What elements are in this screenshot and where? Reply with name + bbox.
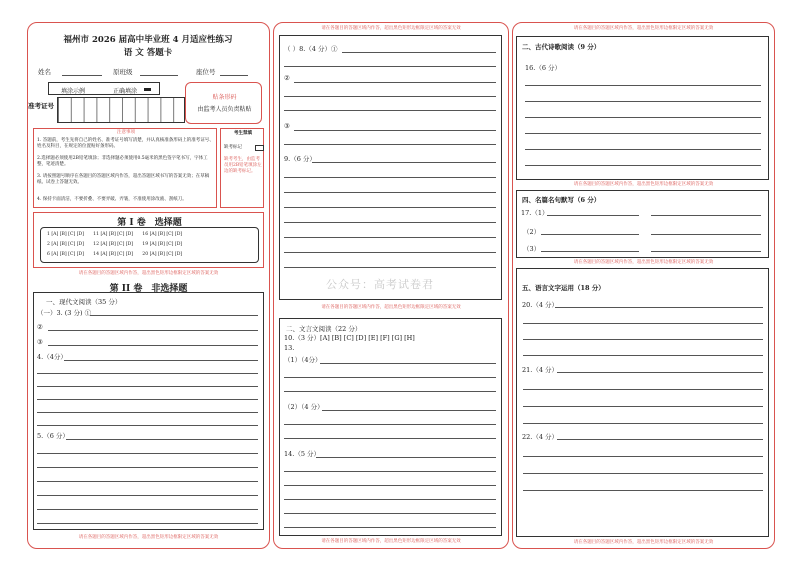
q3-circle-3: ③ — [37, 338, 43, 346]
part2-title: 二、文言文阅读（22 分） — [286, 325, 362, 333]
section2-answer-box[interactable] — [33, 292, 264, 530]
warning-col3-top: 请在各题目的答题区域内作答，超出黑色矩形边框限定区域的答案无效 — [573, 26, 714, 31]
q16-line-1[interactable] — [525, 85, 761, 86]
q17-3-label: （3） — [523, 245, 541, 253]
q4-label: 4.（4分） — [37, 353, 67, 361]
watermark: 公众号：高考试卷君 — [326, 278, 434, 291]
q22-line-3[interactable] — [523, 473, 763, 474]
q8-circle-3: ③ — [284, 122, 290, 130]
q21-label: 21.（4 分） — [522, 366, 559, 374]
exam-number-label: 准考证号 — [28, 102, 54, 110]
q4-line-4[interactable] — [37, 399, 258, 400]
page-title: 福州市 2026 届高中毕业班 4 月适应性练习 — [63, 35, 233, 45]
q8-line-2[interactable] — [284, 66, 496, 67]
q5-line-4[interactable] — [37, 481, 258, 482]
q22-line-4[interactable] — [523, 490, 763, 491]
notes-item-1: 1. 答题前，考生先将自己的姓名、准考证号填写清楚，并认真核准条形码上的准考证号、姓名及科目，在规定的位置贴好条形码。 — [37, 138, 214, 149]
q16-label: 16.（6 分） — [525, 64, 562, 72]
absent-checkbox[interactable] — [255, 145, 264, 151]
q17-1-line-b[interactable] — [651, 215, 761, 216]
barcode-title: 贴条形码 — [212, 94, 237, 101]
q13-1-line-3[interactable] — [284, 391, 496, 392]
fill-example-text: 正确填涂 — [113, 88, 138, 95]
warning-col1-a: 请在各题目的答题区域内作答，超出黑色矩形边框限定区域的答案无效 — [78, 271, 219, 276]
q13-1-line-2[interactable] — [284, 377, 496, 378]
q9-line-3[interactable] — [284, 192, 496, 193]
col2-lower-box[interactable] — [279, 318, 502, 536]
absent-title: 考生禁填 — [234, 131, 252, 136]
q9-line-2[interactable] — [284, 177, 496, 178]
q4-line-2[interactable] — [37, 373, 258, 374]
q17-3-line-a[interactable] — [541, 251, 639, 252]
warning-col1-b: 请在各题目的答题区域内作答，超出黑色矩形边框限定区域的答案无效 — [78, 535, 219, 540]
name-field-line[interactable] — [62, 75, 102, 76]
q20-line-3[interactable] — [523, 339, 763, 340]
absent-note: 缺考考生，由监考员用2B铅笔填涂左边的缺考标记。 — [224, 157, 262, 174]
col2-upper-box[interactable] — [279, 35, 502, 300]
q10-label[interactable]: 10.（3 分）[A] [B] [C] [D] [E] [F] [G] [H] — [284, 334, 415, 342]
fill-example-label: 填涂示例 — [61, 88, 86, 95]
q16-line-6[interactable] — [525, 165, 761, 166]
section2-title: 第 II 卷 非选择题 — [109, 284, 188, 294]
q5-line-3[interactable] — [37, 467, 258, 468]
q3-line-2[interactable] — [48, 330, 258, 331]
q14-line-3[interactable] — [284, 485, 496, 486]
q17-2-line-b[interactable] — [651, 234, 761, 235]
notes-title: 注意事项 — [117, 130, 135, 135]
q20-line-1[interactable] — [555, 307, 763, 308]
q13-2-line-1[interactable] — [322, 410, 496, 411]
q4-line-1[interactable] — [64, 360, 258, 361]
q20-line-2[interactable] — [523, 323, 763, 324]
q13-2-line-3[interactable] — [284, 438, 496, 439]
absent-label: 缺考标记 — [224, 145, 242, 150]
q9-label: 9.（6 分） — [284, 155, 316, 163]
notes-item-4: 4. 保持卡面清洁，不要折叠、不要弄破、弄皱，不准使用涂改液、刮纸刀。 — [37, 197, 187, 202]
filled-mark-icon — [144, 88, 151, 91]
q13-2-line-2[interactable] — [284, 424, 496, 425]
q8-line-1[interactable] — [342, 52, 496, 53]
q9-line-1[interactable] — [312, 162, 496, 163]
mc-grid-box — [40, 227, 259, 263]
mc-row-3[interactable]: 6 [A] [B] [C] [D] 14 [A] [B] [C] [D] 20 [A] [B] [C] [D] — [47, 252, 183, 257]
warning-col3-bottom: 请在各题目的答题区域内作答，超出黑色矩形边框限定区域的答案无效 — [573, 540, 714, 545]
q8-line-5[interactable] — [284, 110, 496, 111]
name-label: 姓名 — [38, 68, 51, 76]
mc-row-2[interactable]: 2 [A] [B] [C] [D] 12 [A] [B] [C] [D] 19 [A] [B] [C] [D] — [47, 242, 183, 247]
q14-line-1[interactable] — [316, 457, 496, 458]
q5-line-5[interactable] — [37, 495, 258, 496]
q5-line-7[interactable] — [37, 523, 258, 524]
q22-line-2[interactable] — [523, 456, 763, 457]
q3-label: （一）3. (3 分) ① — [37, 309, 92, 317]
class-label: 原班级 — [113, 68, 133, 76]
q21-line-4[interactable] — [523, 423, 763, 424]
language-box[interactable] — [516, 268, 769, 537]
part3-title: 二、古代诗歌阅读（9 分） — [522, 43, 601, 51]
q21-line-2[interactable] — [523, 389, 763, 390]
barcode-note: 由监考人员负责粘贴 — [197, 106, 252, 113]
notes-item-2: 2.选择题必须使用2B铅笔填涂；非选择题必须使用0.5毫米的黑色签字笔书写，字体工整，笔迹清楚。 — [37, 156, 208, 167]
q13-label: 13. — [284, 344, 295, 352]
q14-line-5[interactable] — [284, 513, 496, 514]
q20-label: 20.（4 分） — [522, 301, 559, 309]
q4-line-3[interactable] — [37, 386, 258, 387]
q8-line-7[interactable] — [284, 144, 496, 145]
q14-line-4[interactable] — [284, 499, 496, 500]
q14-line-6[interactable] — [284, 527, 496, 528]
mc-row-1[interactable]: 1 [A] [B] [C] [D] 11 [A] [B] [C] [D] 16 [A] [B] [C] [D] — [47, 232, 183, 237]
q16-line-5[interactable] — [525, 149, 761, 150]
part1-title: 一、现代文阅读（35 分） — [46, 298, 122, 306]
exam-number-grid[interactable] — [57, 97, 185, 123]
notes-box — [33, 128, 217, 208]
q22-label: 22.（4 分） — [522, 433, 559, 441]
q4-line-6[interactable] — [37, 425, 258, 426]
q8-line-6[interactable] — [294, 130, 496, 131]
q4-line-5[interactable] — [37, 412, 258, 413]
part4-title: 四、名篇名句默写（6 分） — [522, 196, 601, 204]
q22-line-1[interactable] — [557, 439, 763, 440]
q5-line-1[interactable] — [66, 439, 258, 440]
q5-line-2[interactable] — [37, 453, 258, 454]
warning-col3-b: 请在各题目的答题区域内作答，超出黑色矩形边框限定区域的答案无效 — [573, 260, 714, 265]
poetry-box[interactable] — [516, 36, 769, 180]
q8-circle-2: ② — [284, 74, 290, 82]
warning-col2-mid: 请在各题目的答题区域内作答，超出黑色矩形边框限定区域的答案无效 — [321, 305, 461, 310]
fill-example-box — [48, 82, 160, 95]
q8-label: （ ）8.（4 分）① — [284, 45, 338, 53]
warning-col3-a: 请在各题目的答题区域内作答，超出黑色矩形边框限定区域的答案无效 — [573, 182, 714, 187]
q16-line-2[interactable] — [525, 101, 761, 102]
q9-line-8[interactable] — [284, 267, 496, 268]
recitation-box[interactable] — [516, 190, 769, 258]
q9-line-6[interactable] — [284, 237, 496, 238]
q8-line-3[interactable] — [294, 82, 496, 83]
q21-line-1[interactable] — [557, 372, 763, 373]
warning-col2-top: 请在各题目的答题区域内作答，超出黑色矩形边框限定区域的答案无效 — [321, 26, 461, 31]
q17-1-line-a[interactable] — [547, 215, 639, 216]
seat-field-line[interactable] — [220, 75, 248, 76]
q14-label: 14.（5 分） — [284, 450, 321, 458]
seat-label: 座位号 — [196, 68, 216, 76]
page-subtitle: 语 文 答题卡 — [123, 48, 173, 58]
q17-2-line-a[interactable] — [541, 234, 639, 235]
q5-label: 5.（6 分） — [37, 432, 69, 440]
q16-line-3[interactable] — [525, 117, 761, 118]
q17-1-label: 17.（1） — [521, 209, 549, 217]
q13-1-line-1[interactable] — [320, 363, 496, 364]
q13-2-label: （2）（4 分） — [284, 403, 324, 411]
q9-line-5[interactable] — [284, 222, 496, 223]
q20-line-4[interactable] — [523, 355, 763, 356]
q3-circle-2: ② — [37, 323, 43, 331]
q17-2-label: （2） — [523, 228, 541, 236]
notes-item-3: 3. 请按照题号顺序在各题目的答题区域内作答，超出答题区域书写的答案无效；在草稿纸、试卷上答题无效。 — [37, 174, 210, 185]
q3-line-3[interactable] — [48, 345, 258, 346]
q16-line-4[interactable] — [525, 133, 761, 134]
q9-line-4[interactable] — [284, 207, 496, 208]
section1-title: 第 I 卷 选择题 — [117, 218, 182, 228]
part5-title: 五、语言文字运用（18 分） — [522, 284, 605, 292]
warning-col2-bottom: 请在各题目的答题区域内作答，超出黑色矩形边框限定区域的答案无效 — [321, 539, 461, 544]
q3-line-1[interactable] — [90, 315, 258, 316]
absent-box — [220, 128, 264, 208]
q5-line-6[interactable] — [37, 509, 258, 510]
q9-line-7[interactable] — [284, 252, 496, 253]
q13-1-label: （1）（4分） — [284, 356, 322, 364]
class-field-line[interactable] — [140, 75, 178, 76]
q14-line-2[interactable] — [284, 471, 496, 472]
barcode-area — [185, 82, 262, 124]
q8-line-4[interactable] — [284, 96, 496, 97]
q21-line-3[interactable] — [523, 406, 763, 407]
q17-3-line-b[interactable] — [651, 251, 761, 252]
section1-box — [33, 212, 264, 268]
